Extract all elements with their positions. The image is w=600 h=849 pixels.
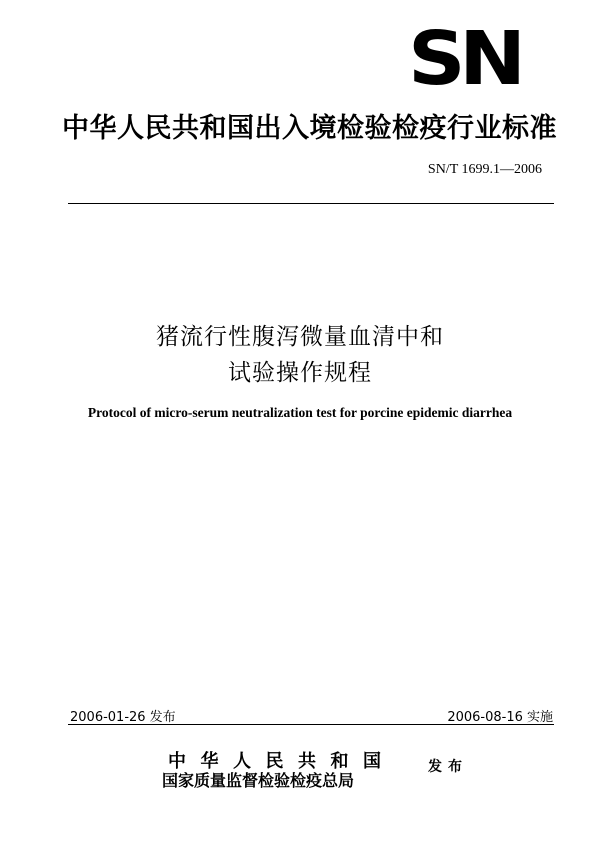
issue-date: 2006-01-26 发布 bbox=[70, 710, 176, 725]
industry-standard-heading: 中华人民共和国出入境检验检疫行业标准 bbox=[62, 113, 557, 144]
footer-divider bbox=[68, 724, 554, 725]
title-line-1: 猪流行性腹泻微量血清中和 bbox=[156, 324, 444, 350]
sn-logo: SN bbox=[408, 16, 520, 102]
english-title: Protocol of micro-serum neutralization test for porcine epidemic diarrhea bbox=[87, 405, 513, 420]
effective-date: 2006-08-16 实施 bbox=[447, 710, 553, 725]
issuer-country: 中华人民共和国 bbox=[168, 751, 396, 772]
title-line-2: 试验操作规程 bbox=[228, 360, 372, 386]
standard-code: SN/T 1699.1—2006 bbox=[427, 162, 542, 177]
header-divider bbox=[68, 203, 554, 204]
issuer-agency: 国家质量监督检验检疫总局 bbox=[162, 771, 355, 790]
publish-label: 发布 bbox=[428, 759, 468, 775]
